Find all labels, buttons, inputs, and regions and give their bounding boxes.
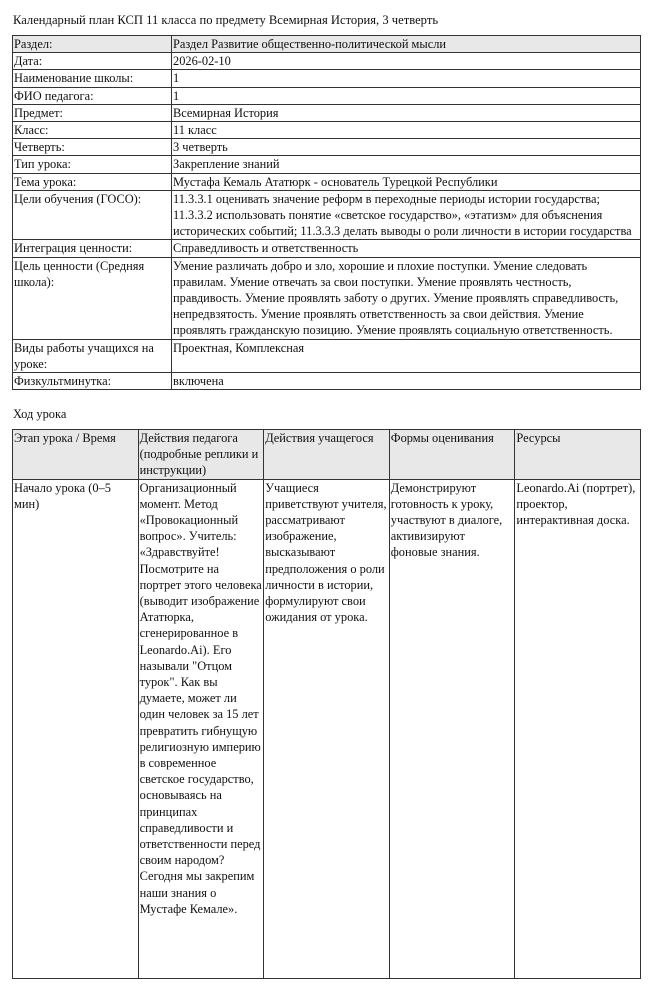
header-stage: Этап урока / Время	[13, 430, 139, 480]
info-row-grade	[13, 122, 641, 139]
info-label: Тип урока:	[13, 156, 172, 173]
info-row-date	[13, 53, 641, 70]
info-label: Четверть:	[13, 139, 172, 156]
lesson-info-table	[12, 35, 641, 390]
progress-header-row	[13, 430, 641, 480]
info-label: Наименование школы:	[13, 70, 172, 87]
info-value: Справедливость и ответственность	[172, 240, 641, 257]
info-row-school	[13, 70, 641, 87]
header-resources: Ресурсы	[515, 430, 641, 480]
info-row-value-integration	[13, 240, 641, 257]
page-title: Календарный план КСП 11 класса по предмету Всемирная История, 3 четверть	[13, 13, 439, 27]
info-row-teacher	[13, 87, 641, 104]
lesson-progress-title: Ход урока	[13, 407, 67, 421]
header-student-actions: Действия учащегося	[264, 430, 390, 480]
info-row-physical-break	[13, 373, 641, 390]
info-row-quarter	[13, 139, 641, 156]
info-row-subject	[13, 104, 641, 121]
info-label: Цели обучения (ГОСО):	[13, 190, 172, 240]
stage-cell: Начало урока (0–5 мин)	[13, 479, 139, 978]
info-label: Дата:	[13, 53, 172, 70]
info-value: Мустафа Кемаль Ататюрк - основатель Турецкой Республики	[172, 173, 641, 190]
info-label: Виды работы учащихся на уроке:	[13, 339, 172, 372]
info-label: Класс:	[13, 122, 172, 139]
info-row-lesson-type	[13, 156, 641, 173]
info-value: Умение различать добро и зло, хорошие и плохие поступки. Умение следовать правилам. Умение отвечать за свои поступки. Умение проявлять честность, правдивость. Умение проявлять заботу о других. Умение проявлять справедливость, непредвзятость. Умение проявлять ответственность за свои действия. Умение проявлять гражданскую позицию. Умение проявлять социальную ответственность.	[172, 257, 641, 339]
table-row	[13, 479, 641, 978]
info-row-objectives	[13, 190, 641, 240]
info-value: 3 четверть	[172, 139, 641, 156]
info-label: Раздел:	[13, 36, 172, 53]
info-value: Раздел Развитие общественно-политической мысли	[172, 36, 641, 53]
info-value: 11.3.3.1 оценивать значение реформ в переходные периоды истории государства; 11.3.3.2 использовать понятие «светское государство», «этатизм» для объяснения исторических событий; 11.3.3.3 делать выводы о роли личности в истории государства	[172, 190, 641, 240]
info-value: Проектная, Комплексная	[172, 339, 641, 372]
info-value: 1	[172, 70, 641, 87]
header-assessment: Формы оценивания	[389, 430, 515, 480]
info-row-value-goal	[13, 257, 641, 339]
info-value: 2026-02-10	[172, 53, 641, 70]
teacher-actions-cell: Организационный момент. Метод «Провокационный вопрос». Учитель: «Здравствуйте! Посмотрите на портрет этого человека (выводит изображение Ататюрка, сгенерированное в Leonardo.Ai). Его называли "Отцом турок". Как вы думаете, может ли один человек за 15 лет превратить гибнущую религиозную империю в современное светское государство, основываясь на принципах справедливости и ответственности перед своим народом? Сегодня мы закрепим наши знания о Мустафе Кемале».	[138, 479, 264, 978]
student-actions-cell: Учащиеся приветствуют учителя, рассматривают изображение, высказывают предположения о роли личности в истории, формулируют свои ожидания от урока.	[264, 479, 390, 978]
info-label: Предмет:	[13, 104, 172, 121]
info-row-work-types	[13, 339, 641, 372]
info-value: включена	[172, 373, 641, 390]
lesson-progress-table	[12, 429, 641, 979]
resources-cell: Leonardo.Ai (портрет), проектор, интерактивная доска.	[515, 479, 641, 978]
info-value: Закрепление знаний	[172, 156, 641, 173]
info-label: Интеграция ценности:	[13, 240, 172, 257]
info-value: 1	[172, 87, 641, 104]
info-row-section	[13, 36, 641, 53]
info-label: Цель ценности (Средняя школа):	[13, 257, 172, 339]
info-label: ФИО педагога:	[13, 87, 172, 104]
info-label: Физкультминутка:	[13, 373, 172, 390]
info-label: Тема урока:	[13, 173, 172, 190]
header-teacher-actions: Действия педагога (подробные реплики и инструкции)	[138, 430, 264, 480]
info-value: Всемирная История	[172, 104, 641, 121]
assessment-cell: Демонстрируют готовность к уроку, участвуют в диалоге, активизируют фоновые знания.	[389, 479, 515, 978]
info-row-topic	[13, 173, 641, 190]
info-value: 11 класс	[172, 122, 641, 139]
